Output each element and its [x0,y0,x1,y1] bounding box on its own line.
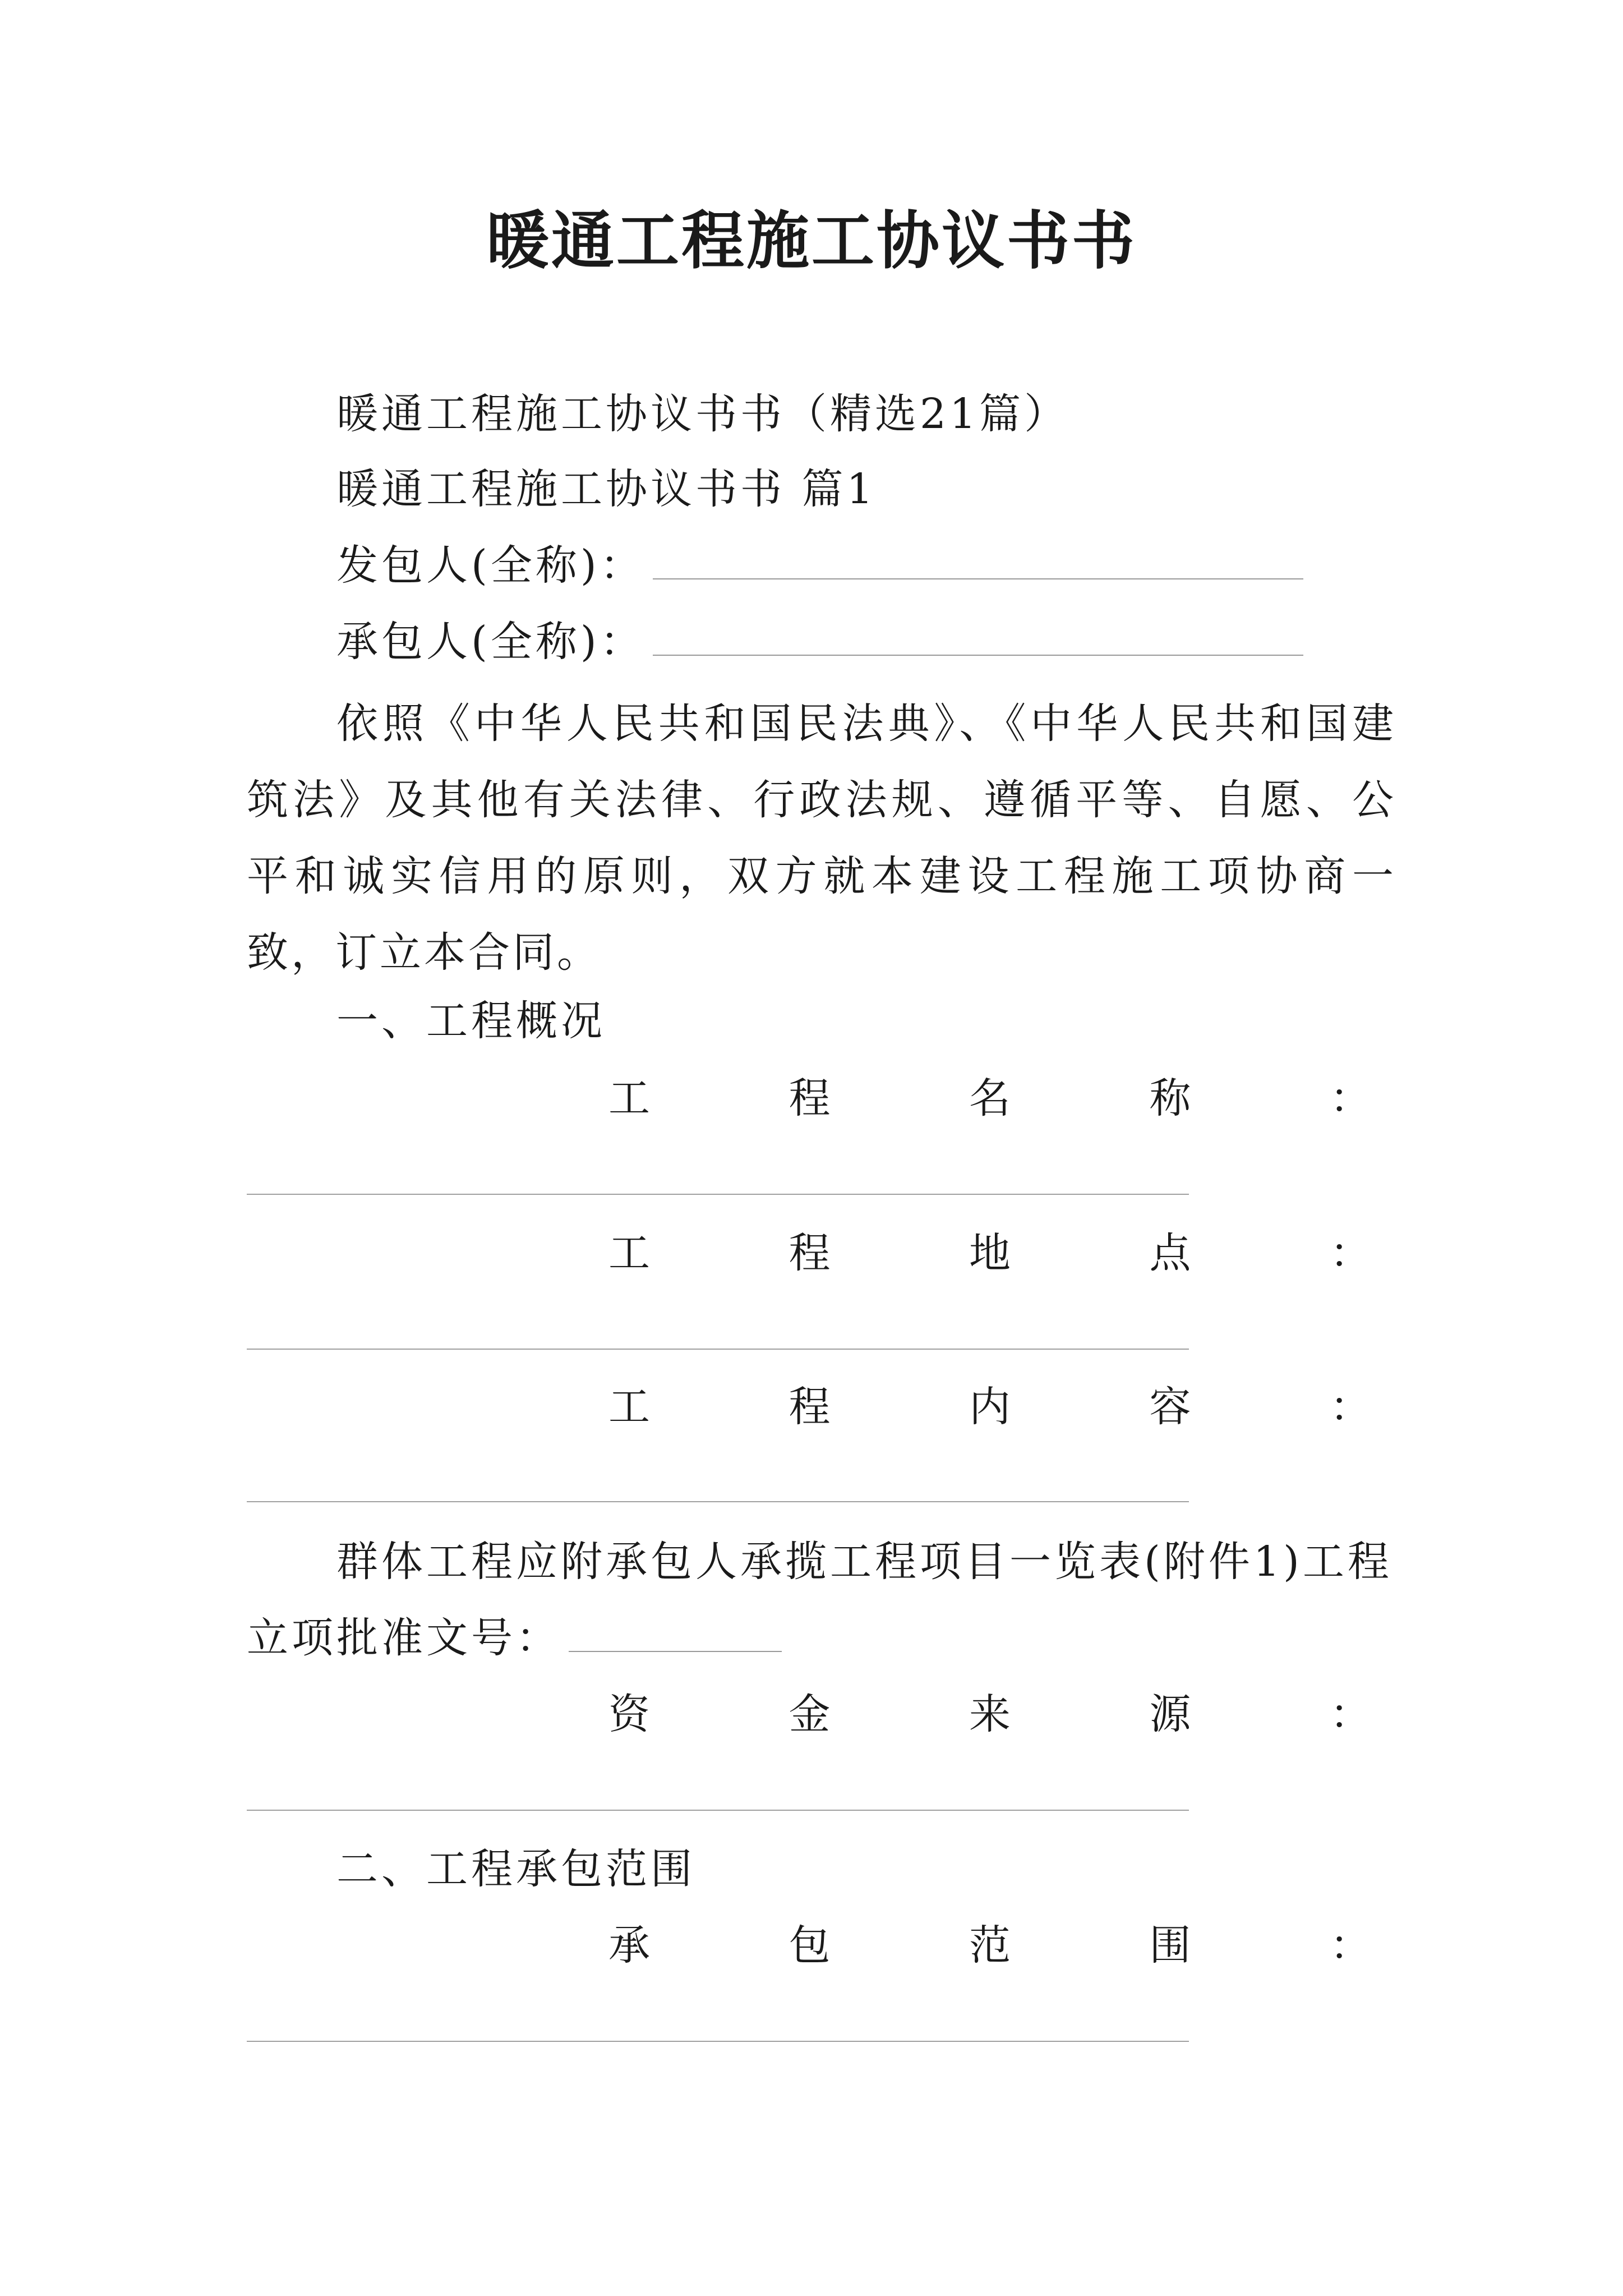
approval-row [247,1610,782,1666]
approval-label: 立项批准文号： [247,1614,561,1662]
approval-number-blank-field[interactable] [569,1612,782,1652]
section-heading: 暖通工程施工协议书书 篇1 [336,465,877,513]
fund-source-blank-field[interactable] [247,1810,1189,1811]
project-location-label: 工 程 地 点 ： [608,1229,1371,1277]
document-title: 暖通工程施工协议书书 [486,204,1137,278]
employer-blank-field[interactable] [653,539,1303,579]
document-subtitle: 暖通工程施工协议书书（精选21篇） [336,390,1069,438]
part2-heading: 二、工程承包范围 [336,1845,695,1893]
contractor-row [336,614,1303,670]
contract-scope-blank-field[interactable] [247,2041,1189,2042]
fund-source-label: 资 金 来 源 ： [608,1690,1371,1738]
project-name-blank-field[interactable] [247,1194,1189,1195]
project-content-label: 工 程 内 容 ： [608,1383,1371,1431]
employer-row [336,537,1303,593]
group-project-line: 群体工程应附承包人承揽工程项目一览表(附件1)工程 [336,1538,1393,1586]
contractor-blank-field[interactable] [653,615,1303,656]
contract-scope-label: 承 包 范 围 ： [608,1921,1371,1970]
project-location-blank-field[interactable] [247,1349,1189,1350]
contractor-label: 承包人(全称)： [336,618,645,666]
project-name-label: 工 程 名 称 ： [608,1074,1371,1122]
employer-label: 发包人(全称)： [336,541,645,590]
project-content-blank-field[interactable] [247,1501,1189,1502]
intro-paragraph: 依照《中华人民共和国民法典》、《中华人民共和国建筑法》及其他有关法律、行政法规、遵循平等、自愿、公平和诚实信用的原则，双方就本建设工程施工项协商一致，订立本合同。 [247,700,1396,977]
part1-heading: 一、工程概况 [336,997,606,1045]
